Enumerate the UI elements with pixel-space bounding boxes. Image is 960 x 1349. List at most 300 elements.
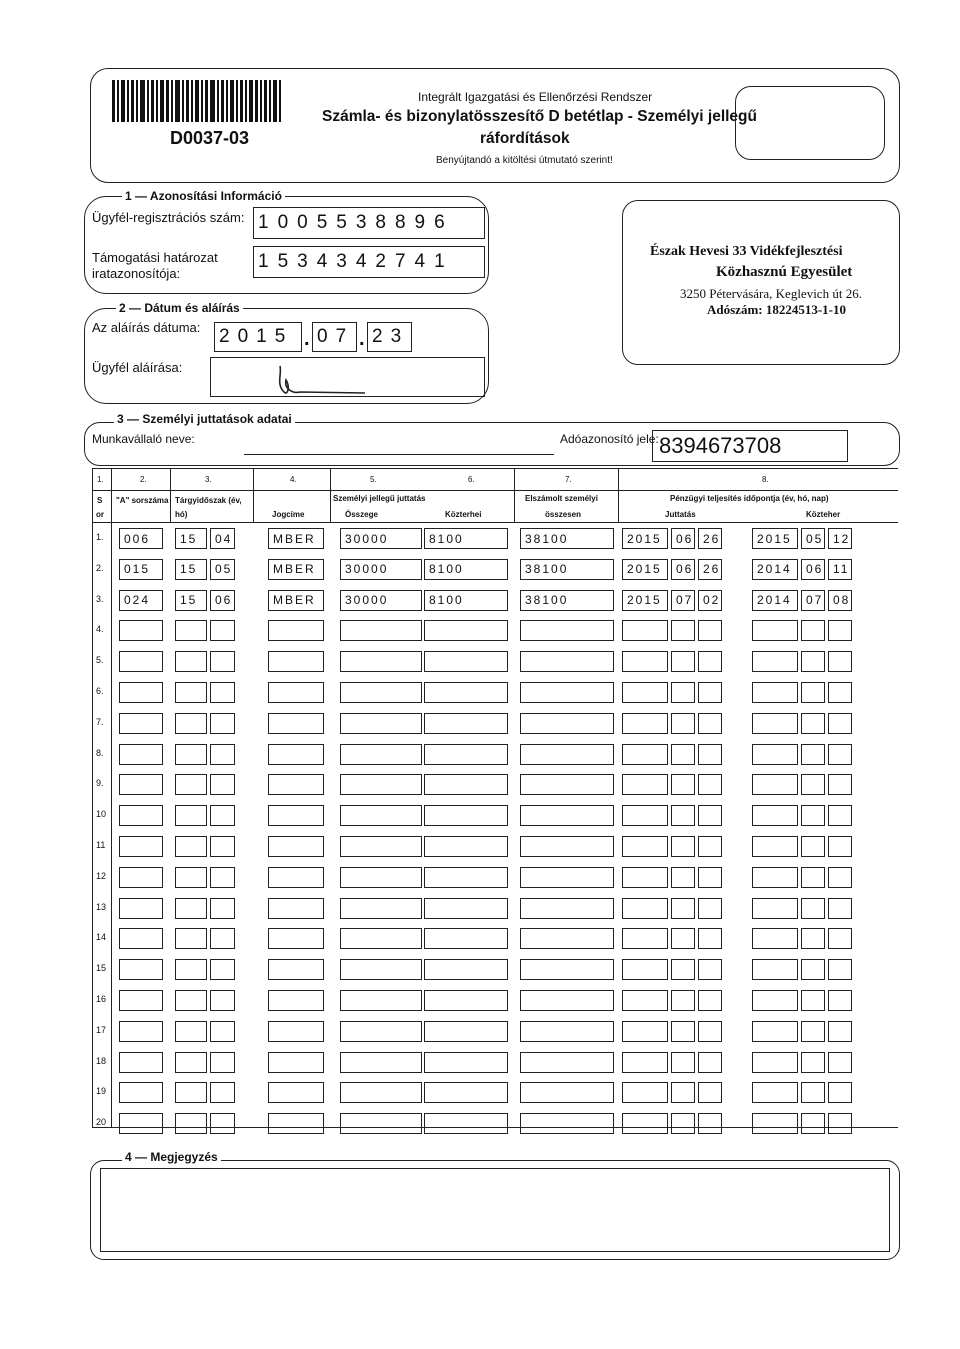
- cell-period-m[interactable]: [210, 928, 235, 949]
- cell-legal[interactable]: [268, 651, 324, 672]
- cell-burden[interactable]: [424, 867, 508, 888]
- cell-amount[interactable]: [340, 713, 422, 734]
- cell-total[interactable]: 38100: [520, 590, 614, 611]
- cell-ud-m[interactable]: [801, 1113, 825, 1134]
- cell-bd-y[interactable]: 2015: [622, 559, 668, 580]
- cell-bd-d[interactable]: [698, 651, 722, 672]
- cell-legal[interactable]: [268, 1052, 324, 1073]
- cell-period-m[interactable]: [210, 744, 235, 765]
- cell-legal[interactable]: [268, 928, 324, 949]
- cell-bd-y[interactable]: [622, 898, 668, 919]
- cell-bd-m[interactable]: [671, 774, 695, 795]
- cell-ud-y[interactable]: [752, 620, 798, 641]
- table-col-divider: [111, 468, 112, 1128]
- client-reg-label: Ügyfél-regisztrációs szám:: [92, 210, 245, 225]
- cell-bd-d[interactable]: 26: [698, 528, 722, 549]
- cell-legal[interactable]: MBER: [268, 559, 324, 580]
- cell-bd-y[interactable]: [622, 682, 668, 703]
- cell-ud-d[interactable]: [828, 713, 852, 734]
- cell-amount[interactable]: [340, 774, 422, 795]
- cell-legal[interactable]: [268, 898, 324, 919]
- hdr-s: S: [97, 496, 103, 505]
- cell-burden[interactable]: [424, 1021, 508, 1042]
- cell-period-m[interactable]: [210, 898, 235, 919]
- employee-name-field[interactable]: [244, 454, 554, 455]
- cell-amount[interactable]: [340, 928, 422, 949]
- cell-bd-d[interactable]: [698, 682, 722, 703]
- cell-period-m[interactable]: [210, 1021, 235, 1042]
- cell-ud-y[interactable]: [752, 836, 798, 857]
- cell-bd-y[interactable]: [622, 990, 668, 1011]
- cell-total[interactable]: [520, 620, 614, 641]
- cell-period-y[interactable]: [175, 959, 207, 980]
- cell-period-y[interactable]: [175, 620, 207, 641]
- cell-amount[interactable]: [340, 898, 422, 919]
- cell-burden[interactable]: 8100: [424, 590, 508, 611]
- cell-bd-d[interactable]: [698, 805, 722, 826]
- cell-burden[interactable]: [424, 990, 508, 1011]
- cell-legal[interactable]: [268, 682, 324, 703]
- cell-bd-y[interactable]: [622, 744, 668, 765]
- cell-total[interactable]: [520, 1021, 614, 1042]
- cell-legal[interactable]: [268, 836, 324, 857]
- form-title-line2: ráfordítások: [480, 130, 570, 147]
- cell-bd-d[interactable]: 02: [698, 590, 722, 611]
- cell-bd-d[interactable]: [698, 1082, 722, 1103]
- date-day-field[interactable]: 23: [367, 322, 412, 352]
- cell-ud-m[interactable]: [801, 959, 825, 980]
- cell-bd-m[interactable]: [671, 805, 695, 826]
- cell-ud-y[interactable]: 2014: [752, 559, 798, 580]
- cell-bd-y[interactable]: [622, 867, 668, 888]
- cell-total[interactable]: [520, 1082, 614, 1103]
- cell-ud-m[interactable]: [801, 713, 825, 734]
- cell-burden[interactable]: [424, 651, 508, 672]
- cell-ud-m[interactable]: [801, 620, 825, 641]
- cell-ud-m[interactable]: [801, 898, 825, 919]
- cell-amount[interactable]: [340, 867, 422, 888]
- cell-ud-d[interactable]: [828, 620, 852, 641]
- cell-a[interactable]: [119, 990, 163, 1011]
- cell-period-y[interactable]: 15: [175, 590, 207, 611]
- cell-period-m[interactable]: [210, 774, 235, 795]
- cell-period-m[interactable]: [210, 713, 235, 734]
- cell-total[interactable]: [520, 1052, 614, 1073]
- cell-period-y[interactable]: [175, 651, 207, 672]
- cell-period-y[interactable]: [175, 928, 207, 949]
- cell-ud-y[interactable]: [752, 990, 798, 1011]
- cell-period-m[interactable]: 06: [210, 590, 235, 611]
- cell-bd-y[interactable]: [622, 774, 668, 795]
- cell-bd-y[interactable]: [622, 651, 668, 672]
- cell-bd-m[interactable]: [671, 620, 695, 641]
- cell-bd-d[interactable]: [698, 898, 722, 919]
- table-col-divider: [618, 468, 619, 522]
- cell-bd-d[interactable]: [698, 774, 722, 795]
- cell-a[interactable]: [119, 805, 163, 826]
- cell-period-m[interactable]: [210, 805, 235, 826]
- cell-ud-d[interactable]: [828, 1021, 852, 1042]
- cell-ud-d[interactable]: [828, 1052, 852, 1073]
- hdr-legal: Jogcíme: [272, 510, 305, 519]
- cell-bd-y[interactable]: [622, 1021, 668, 1042]
- cell-ud-d[interactable]: [828, 836, 852, 857]
- signature-label: Ügyfél aláírása:: [92, 360, 183, 375]
- cell-period-m[interactable]: [210, 1082, 235, 1103]
- hdr-settled-2: összesen: [545, 510, 582, 519]
- cell-amount[interactable]: [340, 1052, 422, 1073]
- cell-burden[interactable]: [424, 959, 508, 980]
- cell-ud-d[interactable]: [828, 867, 852, 888]
- cell-burden[interactable]: [424, 744, 508, 765]
- cell-burden[interactable]: [424, 620, 508, 641]
- cell-ud-m[interactable]: [801, 1021, 825, 1042]
- cell-amount[interactable]: 30000: [340, 559, 422, 580]
- date-dot-1: .: [304, 328, 310, 350]
- tax-id-field[interactable]: 8394673708: [652, 430, 848, 462]
- cell-ud-d[interactable]: [828, 651, 852, 672]
- cell-bd-m[interactable]: [671, 1113, 695, 1134]
- cell-bd-d[interactable]: [698, 959, 722, 980]
- cell-a[interactable]: 024: [119, 590, 163, 611]
- cell-period-y[interactable]: [175, 1021, 207, 1042]
- cell-ud-m[interactable]: [801, 836, 825, 857]
- cell-bd-y[interactable]: [622, 805, 668, 826]
- section2-title: 2 — Dátum és aláírás: [116, 301, 243, 315]
- cell-ud-y[interactable]: [752, 774, 798, 795]
- cell-ud-m[interactable]: 06: [801, 559, 825, 580]
- employee-name-label: Munkavállaló neve:: [92, 432, 195, 446]
- cell-ud-d[interactable]: [828, 805, 852, 826]
- cell-a[interactable]: [119, 867, 163, 888]
- cell-period-m[interactable]: [210, 959, 235, 980]
- cell-ud-m[interactable]: 05: [801, 528, 825, 549]
- remarks-field[interactable]: [100, 1168, 890, 1252]
- cell-bd-d[interactable]: [698, 713, 722, 734]
- cell-amount[interactable]: [340, 744, 422, 765]
- cell-legal[interactable]: [268, 744, 324, 765]
- cell-burden[interactable]: [424, 1113, 508, 1134]
- cell-ud-m[interactable]: [801, 928, 825, 949]
- cell-a[interactable]: 006: [119, 528, 163, 549]
- cell-amount[interactable]: [340, 651, 422, 672]
- cell-bd-y[interactable]: [622, 928, 668, 949]
- cell-ud-y[interactable]: [752, 744, 798, 765]
- cell-burden[interactable]: [424, 774, 508, 795]
- cell-legal[interactable]: [268, 774, 324, 795]
- cell-amount[interactable]: [340, 805, 422, 826]
- cell-period-y[interactable]: [175, 805, 207, 826]
- cell-bd-m[interactable]: [671, 959, 695, 980]
- table-divider: [92, 490, 898, 491]
- cell-bd-d[interactable]: [698, 928, 722, 949]
- cell-bd-y[interactable]: [622, 959, 668, 980]
- cell-a[interactable]: [119, 774, 163, 795]
- section3-title: 3 — Személyi juttatások adatai: [114, 412, 295, 426]
- cell-period-m[interactable]: 04: [210, 528, 235, 549]
- cell-total[interactable]: [520, 836, 614, 857]
- cell-a[interactable]: [119, 898, 163, 919]
- cell-bd-y[interactable]: [622, 1113, 668, 1134]
- date-month-field[interactable]: 07: [312, 322, 357, 352]
- cell-ud-m[interactable]: [801, 1082, 825, 1103]
- cell-bd-m[interactable]: [671, 1082, 695, 1103]
- cell-period-y[interactable]: [175, 744, 207, 765]
- cell-bd-m[interactable]: 06: [671, 528, 695, 549]
- cell-a[interactable]: [119, 713, 163, 734]
- cell-bd-m[interactable]: [671, 898, 695, 919]
- cell-period-y[interactable]: [175, 1082, 207, 1103]
- cell-bd-m[interactable]: [671, 744, 695, 765]
- cell-a[interactable]: [119, 1052, 163, 1073]
- cell-period-m[interactable]: [210, 1113, 235, 1134]
- cell-bd-m[interactable]: [671, 836, 695, 857]
- row-number: 5.: [96, 655, 104, 666]
- cell-bd-d[interactable]: [698, 1021, 722, 1042]
- cell-burden[interactable]: 8100: [424, 528, 508, 549]
- cell-bd-y[interactable]: 2015: [622, 590, 668, 611]
- cell-burden[interactable]: [424, 805, 508, 826]
- cell-period-m[interactable]: [210, 867, 235, 888]
- cell-burden[interactable]: [424, 836, 508, 857]
- cell-amount[interactable]: 30000: [340, 590, 422, 611]
- cell-amount[interactable]: [340, 682, 422, 703]
- cell-bd-d[interactable]: [698, 836, 722, 857]
- cell-burden[interactable]: [424, 898, 508, 919]
- cell-ud-d[interactable]: 11: [828, 559, 852, 580]
- cell-burden[interactable]: [424, 713, 508, 734]
- cell-a[interactable]: [119, 620, 163, 641]
- row-number: 17: [96, 1024, 107, 1035]
- cell-amount[interactable]: [340, 1082, 422, 1103]
- cell-total[interactable]: [520, 713, 614, 734]
- cell-period-y[interactable]: 15: [175, 559, 207, 580]
- cell-a[interactable]: [119, 744, 163, 765]
- cell-a[interactable]: 015: [119, 559, 163, 580]
- cell-amount[interactable]: [340, 620, 422, 641]
- cell-bd-d[interactable]: [698, 620, 722, 641]
- cell-total[interactable]: [520, 651, 614, 672]
- cell-total[interactable]: 38100: [520, 559, 614, 580]
- cell-ud-d[interactable]: [828, 1113, 852, 1134]
- cell-ud-d[interactable]: [828, 774, 852, 795]
- cell-ud-y[interactable]: [752, 867, 798, 888]
- cell-total[interactable]: [520, 959, 614, 980]
- cell-legal[interactable]: MBER: [268, 590, 324, 611]
- cell-a[interactable]: [119, 1082, 163, 1103]
- cell-bd-m[interactable]: [671, 1021, 695, 1042]
- cell-ud-d[interactable]: [828, 928, 852, 949]
- cell-legal[interactable]: [268, 867, 324, 888]
- cell-total[interactable]: [520, 928, 614, 949]
- cell-legal[interactable]: [268, 990, 324, 1011]
- cell-total[interactable]: [520, 867, 614, 888]
- hdr-settled-1: Elszámolt személyi: [525, 494, 598, 503]
- form-code: D0037-03: [170, 128, 250, 148]
- cell-period-y[interactable]: [175, 990, 207, 1011]
- cell-ud-d[interactable]: [828, 1082, 852, 1103]
- cell-ud-y[interactable]: [752, 682, 798, 703]
- cell-period-m[interactable]: [210, 620, 235, 641]
- col-num-3: 3.: [205, 475, 212, 484]
- cell-amount[interactable]: [340, 1113, 422, 1134]
- cell-bd-m[interactable]: [671, 682, 695, 703]
- cell-total[interactable]: [520, 1113, 614, 1134]
- cell-legal[interactable]: [268, 805, 324, 826]
- cell-total[interactable]: [520, 990, 614, 1011]
- table-col-divider: [514, 468, 515, 522]
- cell-burden[interactable]: [424, 928, 508, 949]
- cell-amount[interactable]: [340, 836, 422, 857]
- cell-bd-m[interactable]: [671, 928, 695, 949]
- date-year-field[interactable]: 2015: [214, 322, 302, 352]
- cell-bd-m[interactable]: [671, 1052, 695, 1073]
- cell-period-y[interactable]: [175, 898, 207, 919]
- hdr-amount: Összege: [345, 510, 378, 519]
- cell-a[interactable]: [119, 928, 163, 949]
- row-number: 19: [96, 1086, 107, 1097]
- cell-a[interactable]: [119, 1113, 163, 1134]
- cell-amount[interactable]: [340, 990, 422, 1011]
- cell-ud-m[interactable]: [801, 774, 825, 795]
- cell-ud-m[interactable]: [801, 682, 825, 703]
- cell-ud-m[interactable]: [801, 651, 825, 672]
- cell-period-y[interactable]: [175, 836, 207, 857]
- cell-ud-m[interactable]: [801, 990, 825, 1011]
- cell-bd-y[interactable]: [622, 1052, 668, 1073]
- system-name: Integrált Igazgatási és Ellenőrzési Rendszer: [418, 90, 653, 104]
- cell-ud-d[interactable]: [828, 682, 852, 703]
- cell-bd-d[interactable]: [698, 1113, 722, 1134]
- cell-ud-y[interactable]: [752, 959, 798, 980]
- cell-period-m[interactable]: [210, 682, 235, 703]
- cell-ud-m[interactable]: [801, 805, 825, 826]
- cell-bd-m[interactable]: [671, 713, 695, 734]
- cell-legal[interactable]: [268, 1113, 324, 1134]
- cell-amount[interactable]: [340, 1021, 422, 1042]
- cell-burden[interactable]: [424, 1082, 508, 1103]
- cell-bd-d[interactable]: [698, 990, 722, 1011]
- cell-period-y[interactable]: [175, 1113, 207, 1134]
- cell-bd-d[interactable]: [698, 1052, 722, 1073]
- cell-period-y[interactable]: [175, 774, 207, 795]
- cell-period-y[interactable]: [175, 682, 207, 703]
- cell-a[interactable]: [119, 1021, 163, 1042]
- decision-label-2: iratazonosítója:: [92, 266, 181, 281]
- cell-bd-y[interactable]: [622, 620, 668, 641]
- cell-a[interactable]: [119, 651, 163, 672]
- cell-ud-y[interactable]: [752, 1082, 798, 1103]
- cell-ud-m[interactable]: [801, 744, 825, 765]
- cell-period-y[interactable]: 15: [175, 528, 207, 549]
- cell-ud-y[interactable]: [752, 898, 798, 919]
- cell-ud-d[interactable]: [828, 898, 852, 919]
- cell-ud-d[interactable]: [828, 744, 852, 765]
- decision-id-field[interactable]: 1534342741: [253, 246, 485, 278]
- cell-burden[interactable]: 8100: [424, 559, 508, 580]
- row-number: 9.: [96, 778, 104, 789]
- cell-total[interactable]: [520, 682, 614, 703]
- cell-ud-y[interactable]: 2015: [752, 528, 798, 549]
- row-number: 4.: [96, 624, 104, 635]
- row-number: 20: [96, 1117, 107, 1128]
- cell-ud-y[interactable]: [752, 1113, 798, 1134]
- cell-bd-m[interactable]: 06: [671, 559, 695, 580]
- cell-a[interactable]: [119, 836, 163, 857]
- cell-bd-m[interactable]: [671, 651, 695, 672]
- cell-total[interactable]: [520, 805, 614, 826]
- row-number: 6.: [96, 686, 104, 696]
- cell-ud-y[interactable]: [752, 651, 798, 672]
- client-reg-field[interactable]: 1005538896: [253, 207, 485, 239]
- cell-bd-d[interactable]: [698, 867, 722, 888]
- cell-ud-m[interactable]: 07: [801, 590, 825, 611]
- cell-period-y[interactable]: [175, 867, 207, 888]
- cell-ud-d[interactable]: [828, 959, 852, 980]
- cell-bd-m[interactable]: [671, 867, 695, 888]
- cell-period-y[interactable]: [175, 1052, 207, 1073]
- cell-a[interactable]: [119, 959, 163, 980]
- cell-bd-y[interactable]: [622, 713, 668, 734]
- cell-total[interactable]: [520, 774, 614, 795]
- cell-total[interactable]: 38100: [520, 528, 614, 549]
- cell-ud-y[interactable]: 2014: [752, 590, 798, 611]
- cell-amount[interactable]: 30000: [340, 528, 422, 549]
- cell-bd-d[interactable]: 26: [698, 559, 722, 580]
- cell-legal[interactable]: MBER: [268, 528, 324, 549]
- cell-ud-d[interactable]: 08: [828, 590, 852, 611]
- cell-period-m[interactable]: 05: [210, 559, 235, 580]
- cell-period-m[interactable]: [210, 836, 235, 857]
- cell-period-m[interactable]: [210, 651, 235, 672]
- cell-ud-y[interactable]: [752, 928, 798, 949]
- cell-bd-m[interactable]: [671, 990, 695, 1011]
- cell-ud-y[interactable]: [752, 1052, 798, 1073]
- cell-amount[interactable]: [340, 959, 422, 980]
- cell-ud-d[interactable]: [828, 990, 852, 1011]
- cell-total[interactable]: [520, 898, 614, 919]
- cell-a[interactable]: [119, 682, 163, 703]
- cell-burden[interactable]: [424, 1052, 508, 1073]
- cell-bd-y[interactable]: [622, 1082, 668, 1103]
- cell-legal[interactable]: [268, 713, 324, 734]
- cell-legal[interactable]: [268, 620, 324, 641]
- cell-bd-y[interactable]: 2015: [622, 528, 668, 549]
- cell-ud-m[interactable]: [801, 867, 825, 888]
- cell-bd-d[interactable]: [698, 744, 722, 765]
- stamp-line4: Adószám: 18224513-1-10: [707, 302, 847, 317]
- cell-bd-y[interactable]: [622, 836, 668, 857]
- cell-ud-m[interactable]: [801, 1052, 825, 1073]
- cell-period-m[interactable]: [210, 1052, 235, 1073]
- cell-legal[interactable]: [268, 1082, 324, 1103]
- cell-burden[interactable]: [424, 682, 508, 703]
- cell-bd-m[interactable]: 07: [671, 590, 695, 611]
- cell-legal[interactable]: [268, 959, 324, 980]
- cell-period-y[interactable]: [175, 713, 207, 734]
- cell-legal[interactable]: [268, 1021, 324, 1042]
- cell-ud-y[interactable]: [752, 805, 798, 826]
- cell-period-m[interactable]: [210, 990, 235, 1011]
- cell-ud-y[interactable]: [752, 1021, 798, 1042]
- section1-title: 1 — Azonosítási Információ: [122, 189, 285, 203]
- table-divider: [92, 522, 898, 523]
- cell-ud-d[interactable]: 12: [828, 528, 852, 549]
- cell-total[interactable]: [520, 744, 614, 765]
- stamp-line3: 3250 Pétervására, Keglevich út 26.: [680, 286, 862, 301]
- table-col-divider: [330, 468, 331, 522]
- cell-ud-y[interactable]: [752, 713, 798, 734]
